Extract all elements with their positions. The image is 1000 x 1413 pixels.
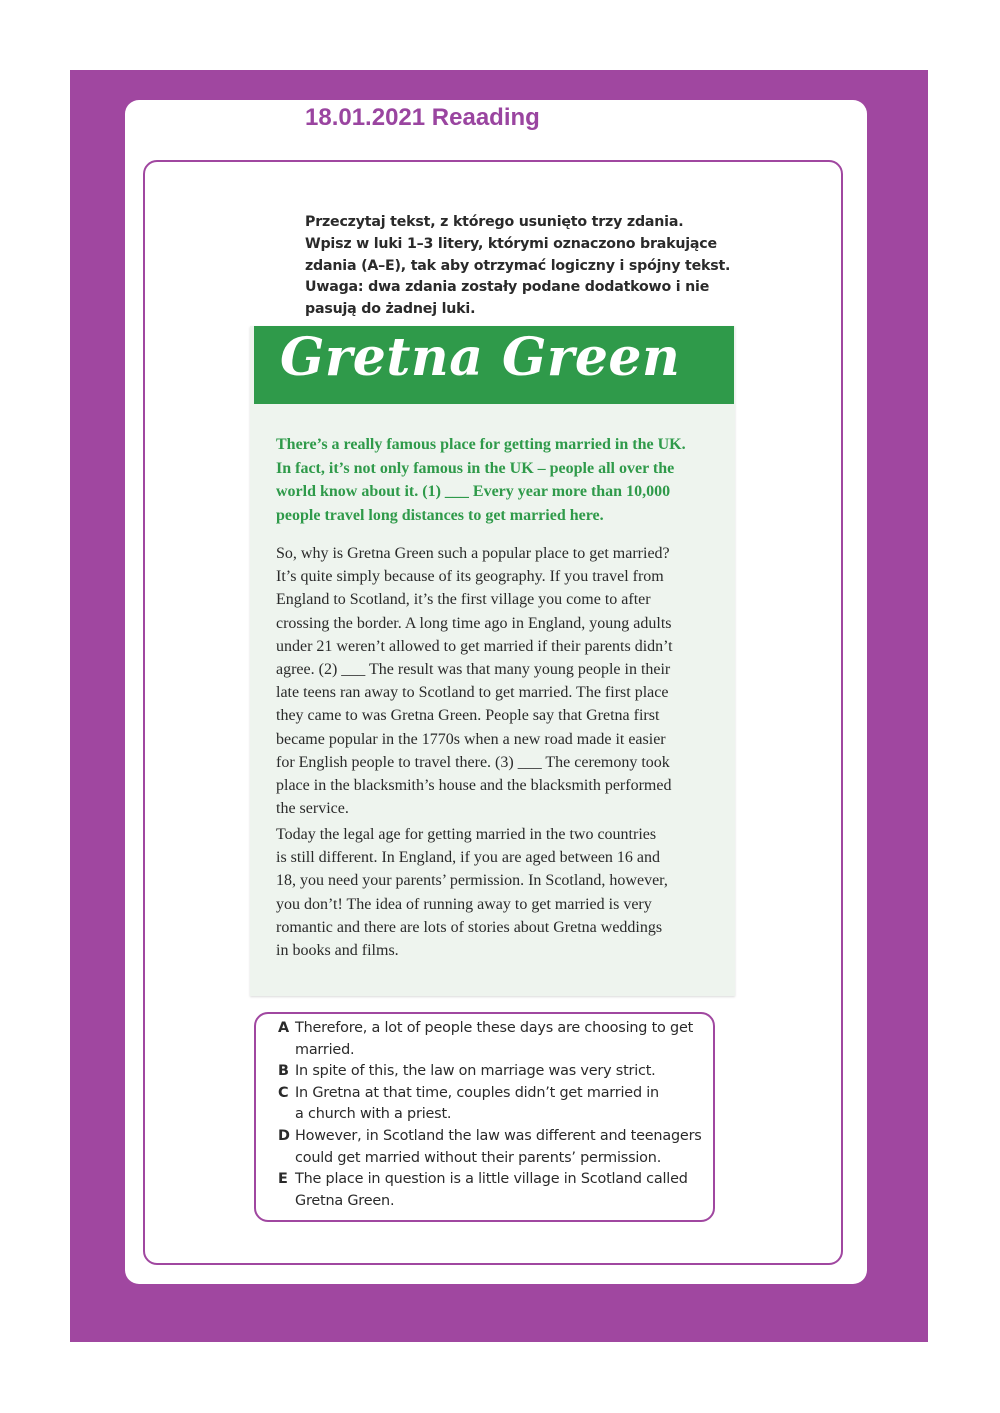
instructions-line: Wpisz w luki 1–3 litery, którymi oznaczono brakujące — [305, 235, 717, 252]
option-text: The place in question is a little village in Scotland called — [295, 1171, 688, 1188]
paragraph-line: is still different. In England, if you are aged between 16 and — [276, 849, 661, 867]
paragraph-line: 18, you need your parents’ permission. In Scotland, however, — [276, 872, 668, 890]
paragraph-line: place in the blacksmith’s house and the blacksmith performed — [276, 777, 672, 795]
instructions-line: zdania (A–E), tak aby otrzymać logiczny i spójny tekst. — [305, 257, 731, 274]
paragraph-line: So, why is Gretna Green such a popular place to get married? — [276, 545, 670, 562]
instructions-line: Uwaga: dwa zdania zostały podane dodatkowo i nie — [305, 279, 710, 296]
option-letter: D — [278, 1127, 290, 1144]
option-text: However, in Scotland the law was different and teenagers — [295, 1127, 702, 1144]
instructions-line: pasują do żadnej luki. — [305, 301, 476, 318]
paragraph-line: you don’t! The idea of running away to get married is very — [276, 895, 652, 913]
paragraph-line: agree. (2) ___ The result was that many young people in their — [276, 661, 671, 679]
paragraph-line: the service. — [276, 800, 349, 818]
paragraph-line: became popular in the 1770s when a new road made it easier — [276, 730, 666, 748]
option-a — [278, 1018, 708, 1061]
paragraph-line: romantic and there are lots of stories about Gretna weddings — [276, 918, 663, 936]
instructions — [305, 212, 735, 321]
paragraph-line: late teens ran away to Scotland to get married. The first place — [276, 684, 669, 702]
option-e — [278, 1169, 708, 1212]
article-lead — [276, 433, 716, 527]
paragraph-line: It’s quite simply because of its geography. If you travel from — [276, 568, 664, 586]
option-text: In Gretna at that time, couples didn’t get married in — [295, 1084, 659, 1101]
paragraph-line: in books and films. — [276, 942, 399, 960]
option-text: Therefore, a lot of people these days are choosing to get — [295, 1020, 694, 1036]
paragraph-line: Today the legal age for getting married in the two countries — [276, 826, 657, 843]
article-paragraph-1 — [276, 542, 721, 820]
option-text: could get married without their parents’ permission. — [295, 1149, 662, 1166]
option-letter: C — [278, 1084, 289, 1101]
options-list — [278, 1018, 708, 1212]
paragraph-line: they came to was Gretna Green. People say that Gretna first — [276, 707, 660, 725]
paragraph-line: crossing the border. A long time ago in England, young adults — [276, 614, 672, 632]
lead-line: In fact, it’s not only famous in the UK – people all over the — [276, 459, 675, 477]
page-title: 18.01.2021 Reaading — [305, 104, 540, 131]
option-text: Gretna Green. — [295, 1192, 395, 1209]
article-paragraph-2 — [276, 823, 721, 962]
lead-line: people travel long distances to get married here. — [276, 506, 604, 524]
paragraph-line: England to Scotland, it’s the first village you come to after — [276, 591, 651, 609]
lead-line: There’s a really famous place for getting married in the UK. — [276, 436, 686, 453]
option-letter: A — [278, 1020, 289, 1036]
option-letter: E — [278, 1171, 288, 1188]
option-text: married. — [295, 1041, 355, 1058]
option-d — [278, 1126, 708, 1169]
option-b — [278, 1061, 708, 1083]
paragraph-line: for English people to travel there. (3) ___ The ceremony took — [276, 753, 670, 771]
lead-line: world know about it. (1) ___ Every year more than 10,000 — [276, 483, 671, 500]
paragraph-line: under 21 weren’t allowed to get married if their parents didn’t — [276, 637, 673, 655]
option-text: In spite of this, the law on marriage was very strict. — [295, 1063, 656, 1080]
option-c — [278, 1083, 708, 1126]
option-letter: B — [278, 1063, 289, 1080]
instructions-line: Przeczytaj tekst, z którego usunięto trzy zdania. — [305, 214, 684, 230]
article-title: Gretna Green — [280, 327, 681, 388]
option-text: a church with a priest. — [295, 1106, 452, 1123]
